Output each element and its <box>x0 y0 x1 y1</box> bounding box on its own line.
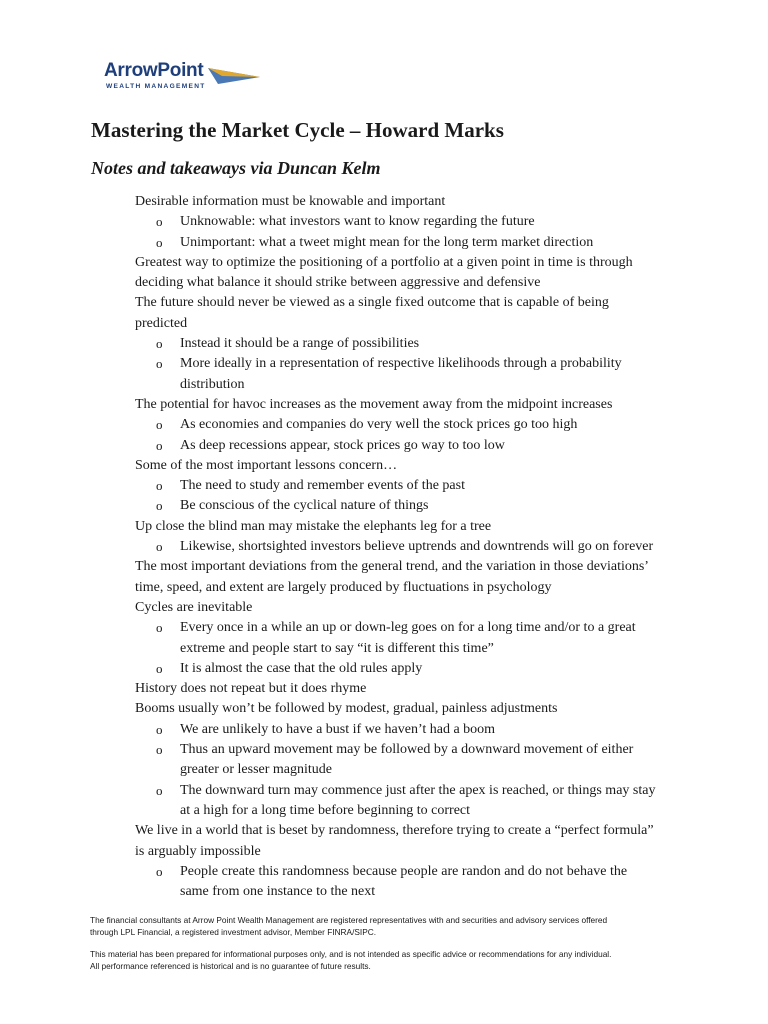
main-point-line <box>135 456 680 476</box>
note-text: same from one instance to the next <box>180 884 376 900</box>
note-text: Every once in a while an up or down-leg goes on for a long time and/or to a great <box>180 620 636 636</box>
page-title: Mastering the Market Cycle – Howard Marks <box>91 118 504 142</box>
note-text: As deep recessions appear, stock prices go way to too low <box>180 437 505 453</box>
note-text: deciding what balance it should strike between aggressive and defensive <box>135 275 541 291</box>
sub-bullet-line <box>135 233 680 253</box>
sub-bullet-line <box>135 781 680 801</box>
bullet-icon: o <box>156 356 163 372</box>
note-text: The need to study and remember events of the past <box>180 478 465 494</box>
sub-bullet-line <box>135 618 680 638</box>
bullet-icon: o <box>156 498 163 514</box>
note-text: Up close the blind man may mistake the elephants leg for a tree <box>135 518 492 534</box>
note-text: History does not repeat but it does rhyme <box>135 681 367 697</box>
note-text: Unimportant: what a tweet might mean for the long term market direction <box>180 234 594 250</box>
sub-bullet-line <box>135 882 680 902</box>
bullet-icon: o <box>156 234 163 250</box>
sub-bullet-line <box>135 476 680 496</box>
note-text: is arguably impossible <box>135 843 261 859</box>
main-point-line <box>135 842 680 862</box>
note-text: Instead it should be a range of possibilities <box>180 336 420 352</box>
bullet-icon: o <box>156 539 163 555</box>
note-text: greater or lesser magnitude <box>180 762 332 778</box>
main-point-line <box>135 598 680 618</box>
note-text: As economies and companies do very well the stock prices go too high <box>180 417 578 433</box>
note-text: at a high for a long time before beginning to correct <box>180 802 471 818</box>
sub-bullet-line <box>135 862 680 882</box>
note-text: Greatest way to optimize the positioning of a portfolio at a given point in time is through <box>135 254 633 270</box>
footer-disclosure-line: through LPL Financial, a registered investment advisor, Member FINRA/SIPC. <box>90 927 377 937</box>
footer-disclosure-line: The financial consultants at Arrow Point Wealth Management are registered representatives with and securities and advisory services offered <box>90 915 608 925</box>
bullet-icon: o <box>156 863 163 879</box>
footer-disclaimer-line: This material has been prepared for informational purposes only, and is not intended as specific advice or recommendations for any individual. <box>90 949 612 959</box>
page-subtitle: Notes and takeaways via Duncan Kelm <box>91 158 381 178</box>
main-point-line <box>135 293 680 313</box>
main-point-line <box>135 578 680 598</box>
sub-bullet-line <box>135 212 680 232</box>
sub-bullet-line <box>135 720 680 740</box>
main-point-line <box>135 395 680 415</box>
bullet-icon: o <box>156 660 163 676</box>
sub-bullet-line <box>135 639 680 659</box>
note-text: Likewise, shortsighted investors believe uptrends and downtrends will go on forever <box>180 539 654 555</box>
note-text: Cycles are inevitable <box>135 599 253 615</box>
note-text: Unknowable: what investors want to know regarding the future <box>180 214 535 230</box>
main-point-line <box>135 192 680 212</box>
sub-bullet-line <box>135 760 680 780</box>
main-point-line <box>135 517 680 537</box>
sub-bullet-line <box>135 334 680 354</box>
note-text: We are unlikely to have a bust if we haven’t had a boom <box>180 721 496 737</box>
note-text: It is almost the case that the old rules apply <box>180 660 423 676</box>
sub-bullet-line <box>135 659 680 679</box>
main-point-line <box>135 557 680 577</box>
note-text: time, speed, and extent are largely produced by fluctuations in psychology <box>135 579 552 595</box>
main-point-line <box>135 699 680 719</box>
note-text: Be conscious of the cyclical nature of things <box>180 498 429 514</box>
sub-bullet-line <box>135 537 680 557</box>
bullet-icon: o <box>156 336 163 352</box>
note-text: Some of the most important lessons concern… <box>135 457 398 473</box>
sub-bullet-line <box>135 496 680 516</box>
sub-bullet-line <box>135 801 680 821</box>
sub-bullet-line <box>135 415 680 435</box>
footer-disclaimer <box>90 948 690 972</box>
bullet-icon: o <box>156 620 163 636</box>
note-text: distribution <box>180 376 245 392</box>
note-text: More ideally in a representation of respective likelihoods through a probability <box>180 356 622 372</box>
note-text: People create this randomness because people are randon and do not behave the <box>180 863 628 879</box>
note-text: The most important deviations from the general trend, and the variation in those deviations’ <box>135 559 649 575</box>
main-point-line <box>135 821 680 841</box>
sub-bullet-line <box>135 354 680 374</box>
bullet-icon: o <box>156 417 163 433</box>
notes-list <box>135 192 680 902</box>
note-text: Booms usually won’t be followed by modest, gradual, painless adjustments <box>135 701 558 717</box>
bullet-icon: o <box>156 478 163 494</box>
bullet-icon: o <box>156 721 163 737</box>
note-text: predicted <box>135 315 188 331</box>
note-text: Thus an upward movement may be followed by a downward movement of either <box>180 742 634 758</box>
footer-disclaimer-line: All performance referenced is historical and is no guarantee of future results. <box>90 961 371 971</box>
sub-bullet-line <box>135 375 680 395</box>
arrowpoint-logo <box>100 58 270 102</box>
bullet-icon: o <box>156 782 163 798</box>
main-point-line <box>135 314 680 334</box>
footer-disclosure <box>90 914 690 938</box>
logo-wordmark: ArrowPoint <box>104 60 204 81</box>
bullet-icon: o <box>156 437 163 453</box>
note-text: The future should never be viewed as a single fixed outcome that is capable of being <box>135 295 609 311</box>
note-text: We live in a world that is beset by randomness, therefore trying to create a “perfect formula” <box>135 823 654 839</box>
main-point-line <box>135 679 680 699</box>
bullet-icon: o <box>156 214 163 230</box>
arrow-logo-icon <box>208 64 260 88</box>
main-point-line <box>135 273 680 293</box>
note-text: Desirable information must be knowable and important <box>135 194 446 209</box>
bullet-icon: o <box>156 742 163 758</box>
note-text: The downward turn may commence just after the apex is reached, or things may stay <box>180 782 656 798</box>
main-point-line <box>135 253 680 273</box>
footer <box>90 914 690 972</box>
note-text: extreme and people start to say “it is different this time” <box>180 640 494 656</box>
logo-tagline: WEALTH MANAGEMENT <box>106 83 206 90</box>
sub-bullet-line <box>135 436 680 456</box>
sub-bullet-line <box>135 740 680 760</box>
note-text: The potential for havoc increases as the movement away from the midpoint increases <box>135 396 613 412</box>
